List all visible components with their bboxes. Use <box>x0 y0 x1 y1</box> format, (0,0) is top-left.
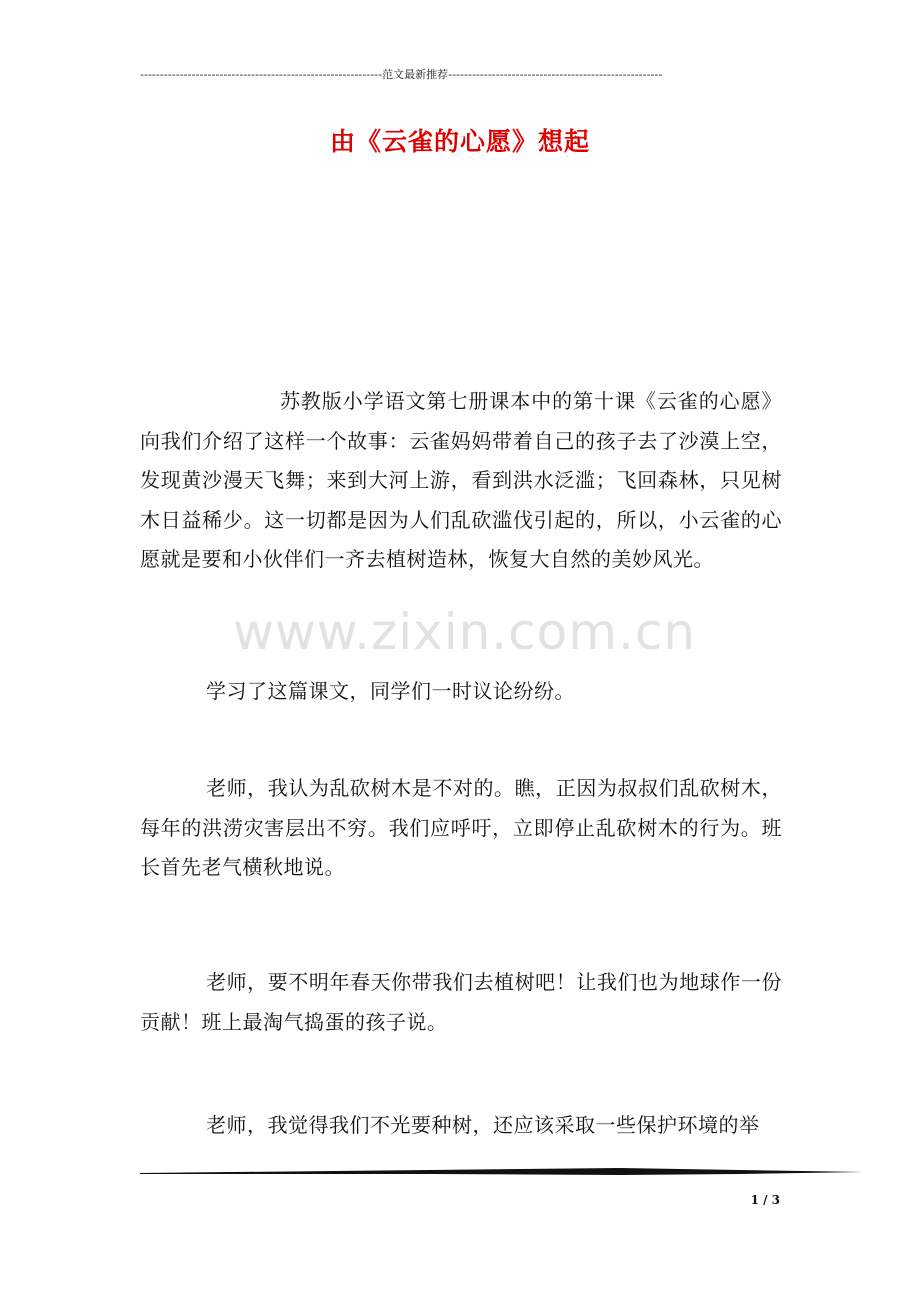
document-title: 由《云雀的心愿》想起 <box>329 127 590 156</box>
watermark: www.zixin.com.cn <box>233 603 697 661</box>
paragraph-2: 学习了这篇课文，同学们一时议论纷纷。 <box>206 679 575 703</box>
footer-divider <box>140 1166 864 1176</box>
page-header: -------------------------------------------------------------范文最新推荐------------------------------------------------------ <box>140 68 663 81</box>
paragraph-3: 老师，我认为乱砍树木是不对的。瞧，正因为叔叔们乱砍树木，每年的洪涝灾害层出不穷。我们应呼吁，立即停止乱砍树木的行为。班长首先老气横秋地说。 <box>140 776 782 879</box>
page-number: 1 / 3 <box>750 1193 780 1207</box>
paragraph-4: 老师，要不明年春天你带我们去植树吧！让我们也为地球作一份贡献！班上最淘气捣蛋的孩子说。 <box>140 970 782 1034</box>
paragraph-1: 苏教版小学语文第七册课本中的第十课《云雀的心愿》向我们介绍了这样一个故事：云雀妈妈带着自己的孩子去了沙漠上空，发现黄沙漫天飞舞；来到大河上游，看到洪水泛滥；飞回森林，只见树木日益稀少。这一切都是因为人们乱砍滥伐引起的，所以，小云雀的心愿就是要和小伙伴们一齐去植树造林，恢复大自然的美妙风光。 <box>140 389 782 571</box>
paragraph-5: 老师，我觉得我们不光要种树，还应该采取一些保护环境的举 <box>206 1113 760 1137</box>
